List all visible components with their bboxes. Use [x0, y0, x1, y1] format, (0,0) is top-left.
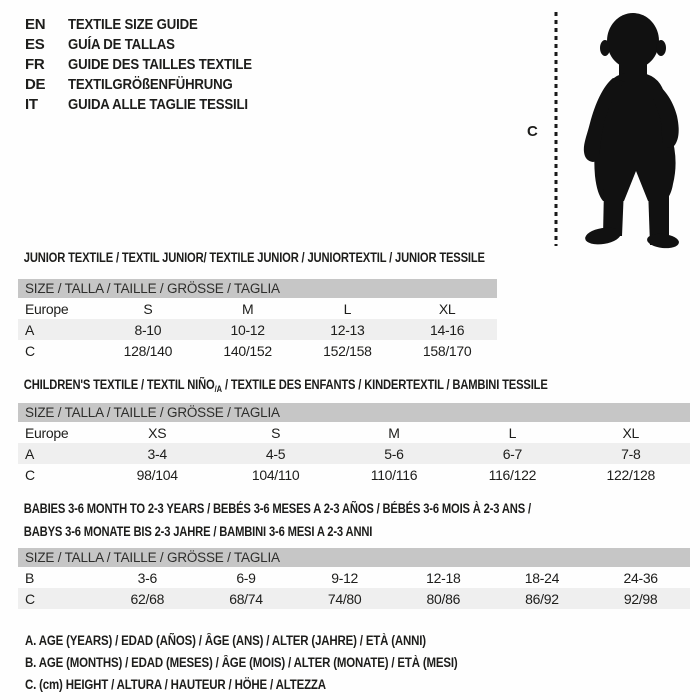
height-measure-label: C	[527, 123, 538, 140]
age-cell: 3-4	[98, 443, 216, 464]
language-title-list	[25, 15, 277, 115]
size-cell: S	[271, 424, 281, 441]
section-title-text: CHILDREN'S TEXTILE / TEXTIL NIÑO	[23, 377, 215, 392]
table-row	[18, 422, 690, 443]
section-title-subscript: /A	[214, 384, 223, 394]
row-label: Europe	[25, 424, 69, 441]
age-cell: 3-6	[137, 569, 157, 586]
size-cell: XL	[438, 300, 456, 317]
age-cell: 7-8	[572, 443, 690, 464]
age-cell: 10-12	[198, 319, 298, 340]
height-cell: 92/98	[591, 588, 690, 609]
table-row	[18, 588, 690, 609]
babies-size-table	[18, 548, 690, 609]
row-label: A	[18, 443, 98, 464]
height-cell: 74/80	[295, 588, 394, 609]
section-title: JUNIOR TEXTILE / TEXTIL JUNIOR/ TEXTILE JUNIOR / JUNIORTEXTIL / JUNIOR TESSILE	[23, 250, 485, 265]
guide-title: GUIDE DES TAILLES TEXTILE	[68, 56, 252, 73]
size-cell: XL	[622, 424, 640, 441]
age-cell: 6-7	[453, 443, 571, 464]
age-cell: 6-9	[236, 569, 256, 586]
height-cell: 62/68	[98, 588, 197, 609]
row-label: B	[25, 569, 35, 586]
age-cell: 12-18	[426, 569, 461, 586]
table-row	[18, 567, 690, 588]
height-cell: 116/122	[488, 466, 537, 483]
children-size-table	[18, 403, 690, 485]
junior-size-table	[18, 279, 497, 361]
height-cell: 158/170	[422, 342, 472, 359]
babies-textile-section	[18, 497, 690, 609]
baby-silhouette-icon	[549, 8, 700, 250]
row-label: C	[25, 466, 35, 483]
language-code: EN	[25, 16, 46, 33]
guide-title: GUÍA DE TALLAS	[68, 36, 175, 53]
height-cell: 128/140	[123, 342, 173, 359]
age-cell: 9-12	[331, 569, 359, 586]
list-item	[25, 95, 277, 115]
legend-item-a: A. AGE (YEARS) / EDAD (AÑOS) / ÂGE (ANS) / ALTER (JAHRE) / ETÀ (ANNI)	[25, 633, 426, 648]
language-code: IT	[25, 96, 38, 113]
height-cell: 98/104	[136, 466, 178, 483]
table-row	[18, 298, 497, 319]
measurement-figure	[527, 8, 700, 250]
list-item	[25, 75, 277, 95]
age-cell: 4-5	[216, 443, 334, 464]
table-header-row	[18, 548, 690, 567]
age-cell: 14-16	[397, 319, 497, 340]
legend	[25, 630, 534, 696]
junior-textile-section	[18, 250, 497, 361]
guide-title: TEXTILGRÖßENFÜHRUNG	[68, 76, 233, 93]
row-label: C	[25, 342, 35, 359]
size-cell: S	[143, 300, 153, 317]
table-row	[18, 340, 497, 361]
height-cell: 110/116	[370, 466, 418, 483]
size-header-cell: SIZE / TALLA / TAILLE / GRÖSSE / TAGLIA	[18, 279, 497, 298]
list-item	[25, 35, 277, 55]
height-cell: 80/86	[394, 588, 493, 609]
list-item	[25, 55, 277, 75]
table-row	[18, 319, 497, 340]
height-cell: 140/152	[223, 342, 272, 359]
children-textile-section	[18, 377, 690, 485]
row-label: Europe	[25, 300, 69, 317]
table-header-row	[18, 279, 497, 298]
height-cell: 104/110	[251, 466, 300, 483]
size-cell: XS	[148, 424, 167, 441]
age-cell: 12-13	[298, 319, 398, 340]
section-title	[18, 497, 690, 543]
size-cell: M	[388, 424, 400, 441]
list-item	[25, 15, 277, 35]
legend-item-c: C. (cm) HEIGHT / ALTURA / HAUTEUR / HÖHE / ALTEZZA	[25, 677, 326, 692]
size-header-cell: SIZE / TALLA / TAILLE / GRÖSSE / TAGLIA	[18, 403, 690, 422]
guide-title: TEXTILE SIZE GUIDE	[68, 16, 198, 33]
age-cell: 5-6	[335, 443, 453, 464]
language-code: ES	[25, 36, 45, 53]
table-header-row	[18, 403, 690, 422]
age-cell: 8-10	[98, 319, 198, 340]
height-cell: 152/158	[323, 342, 372, 359]
language-code: FR	[25, 56, 45, 73]
size-cell: L	[343, 300, 352, 317]
section-title-line1: BABIES 3-6 MONTH TO 2-3 YEARS / BEBÉS 3-6 MESES A 2-3 AÑOS / BÉBÉS 3-6 MOIS À 2-3 ANS /	[23, 501, 531, 516]
table-row	[18, 443, 690, 464]
size-header-cell: SIZE / TALLA / TAILLE / GRÖSSE / TAGLIA	[18, 548, 690, 567]
section-title-line2: BABYS 3-6 MONATE BIS 2-3 JAHRE / BAMBINI 3-6 MESI A 2-3 ANNI	[23, 524, 373, 539]
section-title-text: / TEXTILE DES ENFANTS / KINDERTEXTIL / BAMBINI TESSILE	[222, 377, 548, 392]
language-code: DE	[25, 76, 46, 93]
guide-title: GUIDA ALLE TAGLIE TESSILI	[68, 96, 248, 113]
table-row	[18, 464, 690, 485]
row-label: A	[18, 319, 98, 340]
age-cell: 24-36	[623, 569, 658, 586]
size-cell: L	[508, 424, 517, 441]
legend-item-b: B. AGE (MONTHS) / EDAD (MESES) / ÂGE (MOIS) / ALTER (MONATE) / ETÀ (MESI)	[25, 655, 458, 670]
height-cell: 122/128	[606, 466, 656, 483]
section-title	[18, 377, 576, 394]
height-cell: 68/74	[197, 588, 296, 609]
height-cell: 86/92	[493, 588, 592, 609]
age-cell: 18-24	[524, 569, 560, 586]
size-cell: M	[241, 300, 254, 317]
row-label: C	[18, 588, 98, 609]
